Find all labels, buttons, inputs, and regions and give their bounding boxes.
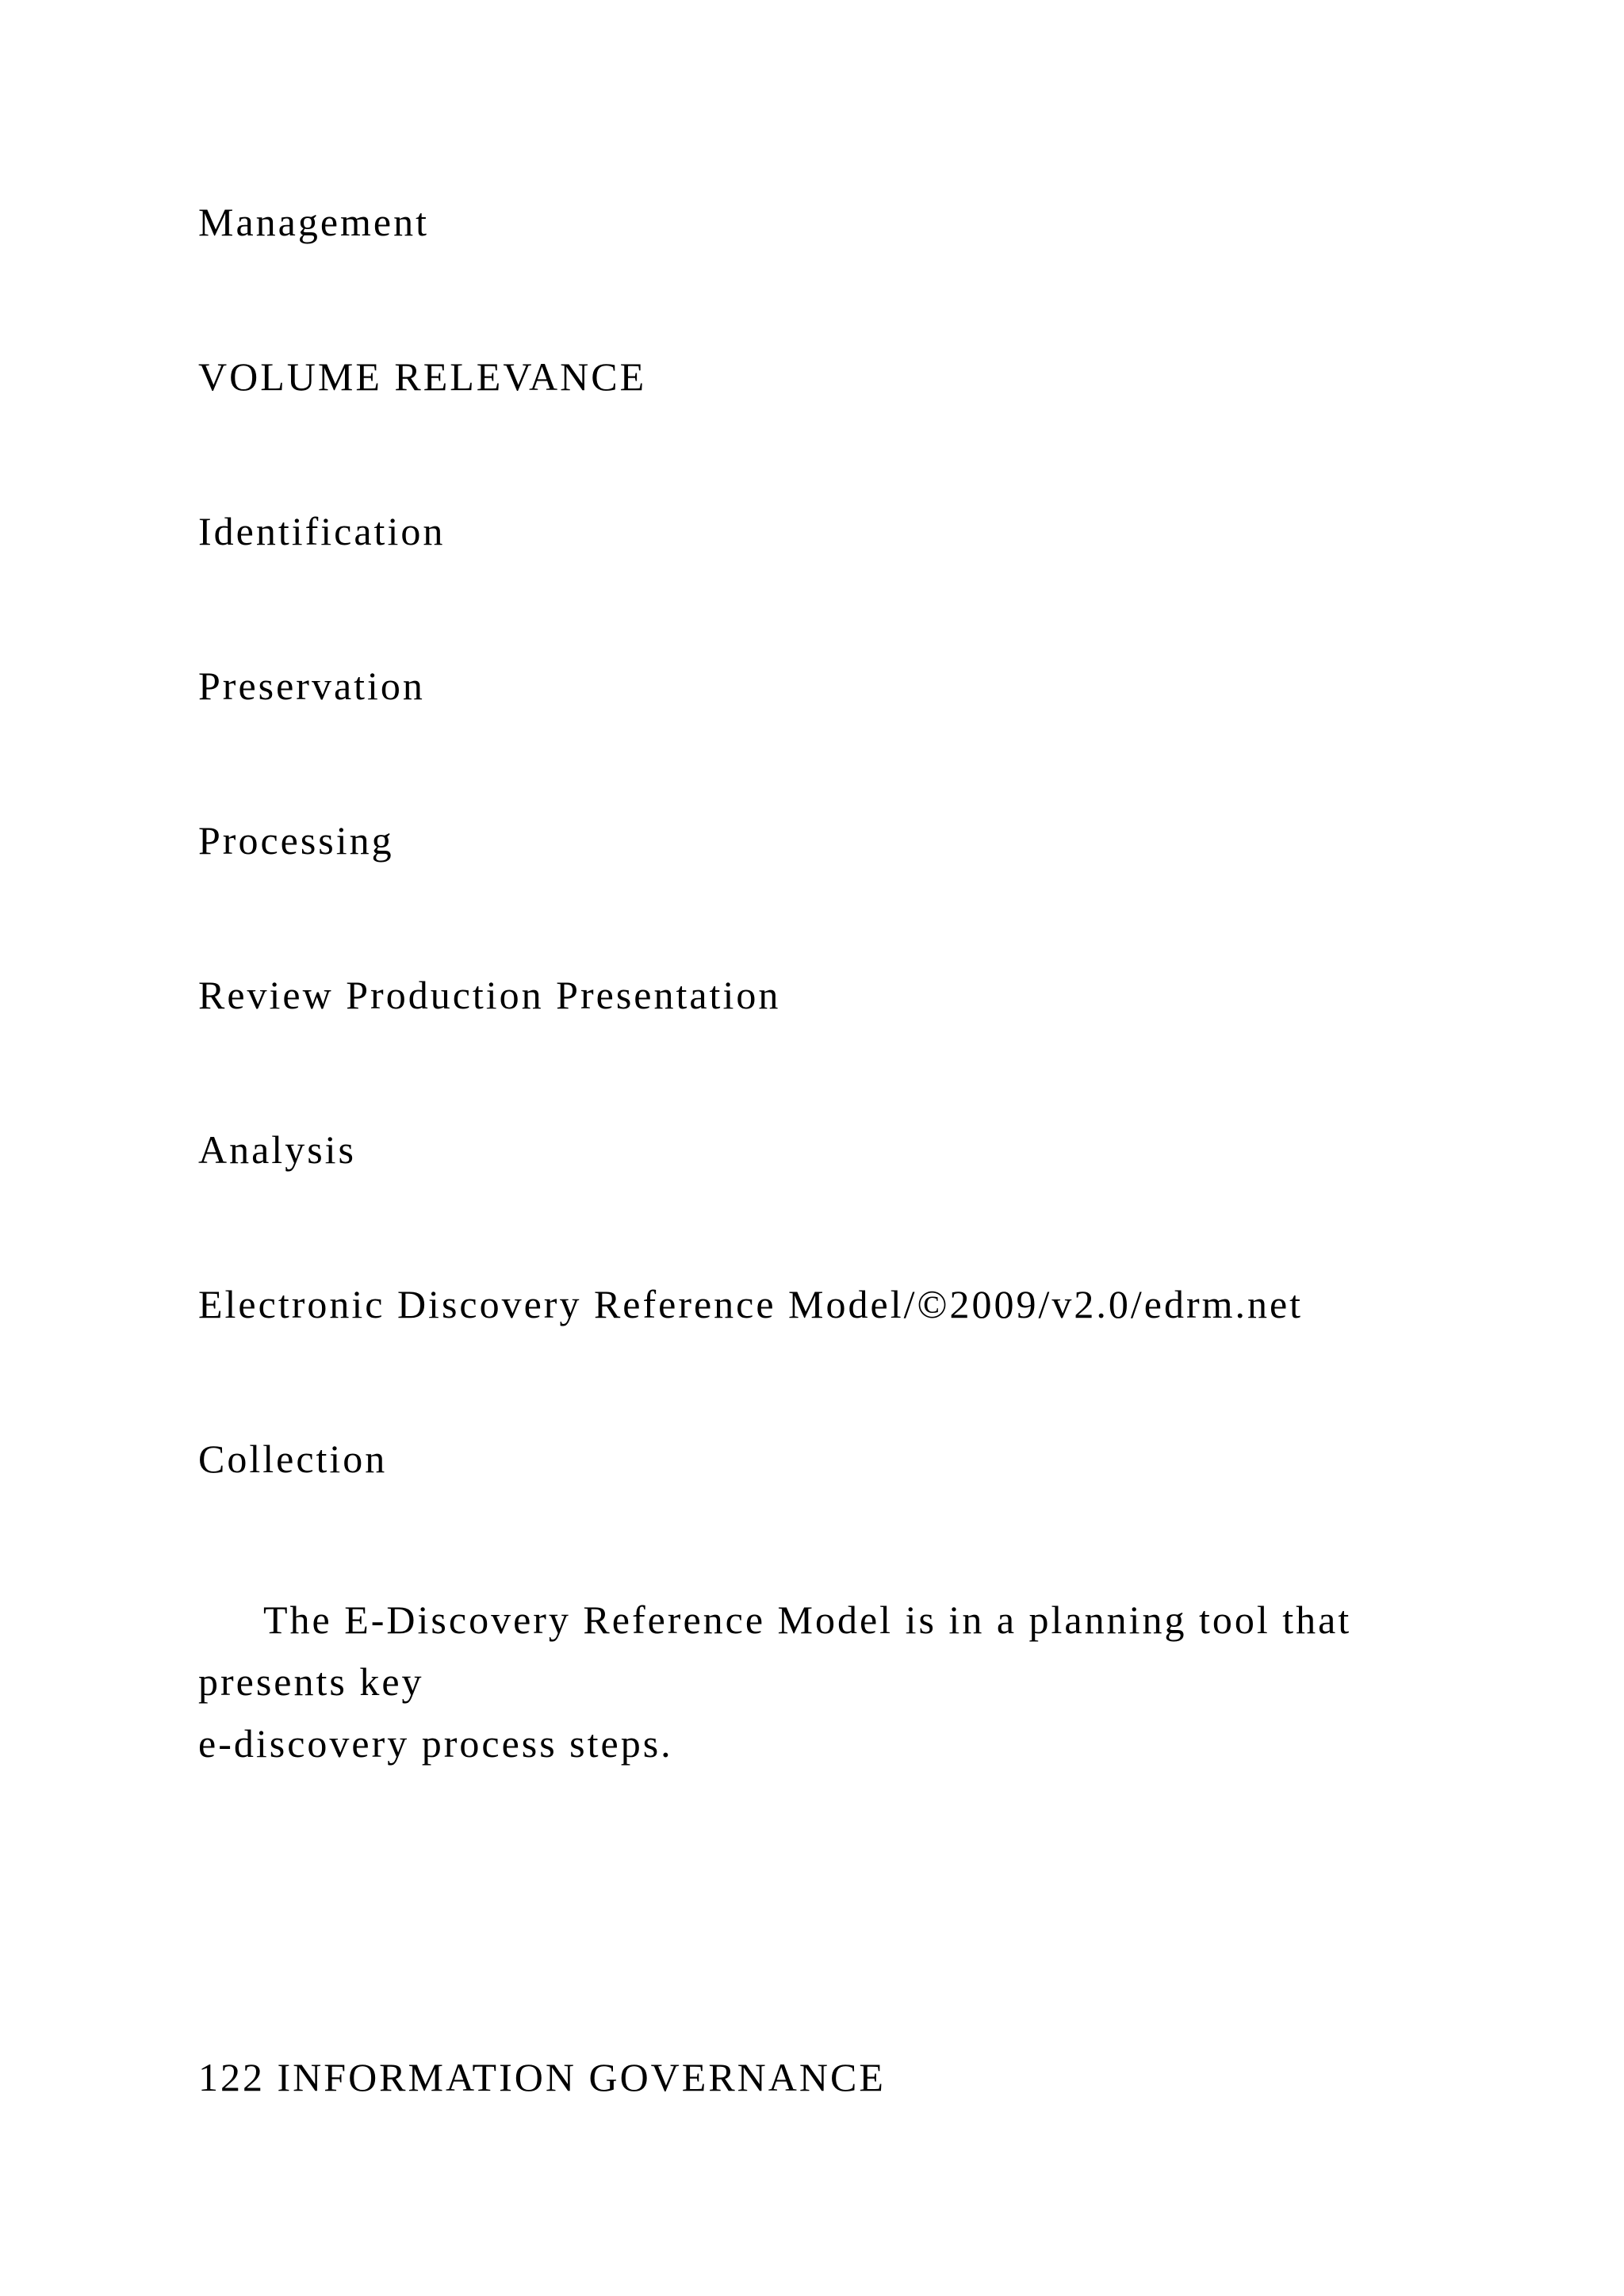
text-line-edrm-credit: Electronic Discovery Reference Model/©2009/v2.0/edrm.net — [198, 1282, 1304, 1326]
text-line-preservation: Preservation — [198, 664, 425, 708]
text-line-analysis: Analysis — [198, 1127, 356, 1172]
body-paragraph — [198, 1582, 1546, 1781]
paragraph-line-1: The E-Discovery Reference Model is in a planning tool that — [263, 1598, 1352, 1642]
text-line-management: Management — [198, 200, 430, 244]
paragraph-line-2: presents key — [198, 1659, 424, 1704]
text-line-processing: Processing — [198, 818, 394, 863]
text-line-review-production-presentation: Review Production Presentation — [198, 973, 781, 1017]
text-line-identification: Identification — [198, 509, 446, 553]
text-line-volume-relevance: VOLUME RELEVANCE — [198, 354, 647, 399]
text-line-collection: Collection — [198, 1437, 388, 1481]
paragraph-line-3: e-discovery process steps. — [198, 1721, 673, 1766]
page-footer-running-head: 122 INFORMATION GOVERNANCE — [198, 2055, 886, 2099]
